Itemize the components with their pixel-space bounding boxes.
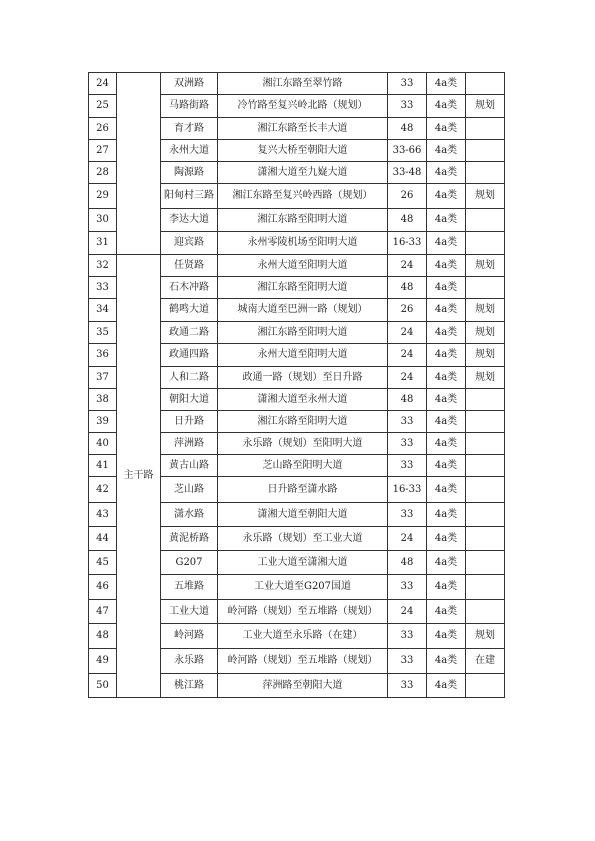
cell-width: 33 bbox=[388, 411, 427, 433]
cell-type: 4a类 bbox=[427, 455, 466, 477]
cell-note: 规划 bbox=[466, 344, 505, 367]
cell-range: 湘江东路至阳明大道 bbox=[218, 209, 388, 232]
cell-note bbox=[466, 73, 505, 95]
cell-note: 规划 bbox=[466, 299, 505, 322]
cell-name: 永乐路 bbox=[161, 649, 218, 674]
cell-type: 4a类 bbox=[427, 322, 466, 344]
cell-type: 4a类 bbox=[427, 411, 466, 433]
cell-name: 李达大道 bbox=[161, 209, 218, 232]
cell-width: 48 bbox=[388, 551, 427, 575]
cell-range: 潇湘大道至朝阳大道 bbox=[218, 503, 388, 527]
cell-width: 24 bbox=[388, 255, 427, 277]
cell-name: 萍洲路 bbox=[161, 433, 218, 455]
cell-type: 4a类 bbox=[427, 477, 466, 503]
cell-no: 31 bbox=[89, 232, 117, 255]
cell-type: 4a类 bbox=[427, 600, 466, 624]
cell-range: 城南大道至巴洲一路（规划） bbox=[218, 299, 388, 322]
cell-no: 50 bbox=[89, 674, 117, 698]
cell-name: 黄古山路 bbox=[161, 455, 218, 477]
cell-note bbox=[466, 575, 505, 600]
cell-width: 33 bbox=[388, 575, 427, 600]
cell-type: 4a类 bbox=[427, 389, 466, 411]
cell-range: 萍洲路至朝阳大道 bbox=[218, 674, 388, 698]
cell-range: 永乐路（规划）至阳明大道 bbox=[218, 433, 388, 455]
cell-width: 24 bbox=[388, 367, 427, 389]
cell-type: 4a类 bbox=[427, 551, 466, 575]
cell-note bbox=[466, 503, 505, 527]
cell-type: 4a类 bbox=[427, 299, 466, 322]
cell-name: 石木冲路 bbox=[161, 277, 218, 299]
cell-type: 4a类 bbox=[427, 367, 466, 389]
cell-width: 33 bbox=[388, 674, 427, 698]
cell-range: 湘江东路至复兴岭西路（规划） bbox=[218, 184, 388, 209]
cell-range: 工业大道至永乐路（在建） bbox=[218, 624, 388, 649]
cell-note bbox=[466, 527, 505, 551]
cell-name: 岭河路 bbox=[161, 624, 218, 649]
cell-no: 42 bbox=[89, 477, 117, 503]
cell-width: 48 bbox=[388, 277, 427, 299]
cell-no: 26 bbox=[89, 118, 117, 140]
cell-note bbox=[466, 455, 505, 477]
cell-note bbox=[466, 232, 505, 255]
cell-no: 47 bbox=[89, 600, 117, 624]
cell-no: 45 bbox=[89, 551, 117, 575]
cell-note bbox=[466, 277, 505, 299]
cell-width: 24 bbox=[388, 600, 427, 624]
cell-range: 永州大道至阳明大道 bbox=[218, 255, 388, 277]
cell-type: 4a类 bbox=[427, 140, 466, 162]
cell-name: 双洲路 bbox=[161, 73, 218, 95]
cell-type: 4a类 bbox=[427, 503, 466, 527]
cell-name: G207 bbox=[161, 551, 218, 575]
cell-range: 潇湘大道至九嶷大道 bbox=[218, 162, 388, 184]
cell-no: 39 bbox=[89, 411, 117, 433]
cell-width: 33-66 bbox=[388, 140, 427, 162]
cell-no: 37 bbox=[89, 367, 117, 389]
cell-note: 规划 bbox=[466, 367, 505, 389]
road-table bbox=[88, 72, 505, 698]
cell-range: 工业大道至潇湘大道 bbox=[218, 551, 388, 575]
table-row bbox=[89, 73, 505, 95]
cell-note bbox=[466, 162, 505, 184]
cell-type: 4a类 bbox=[427, 277, 466, 299]
cell-type: 4a类 bbox=[427, 433, 466, 455]
cell-range: 日升路至潇水路 bbox=[218, 477, 388, 503]
cell-width: 24 bbox=[388, 322, 427, 344]
cell-name: 五堆路 bbox=[161, 575, 218, 600]
cell-name: 桃江路 bbox=[161, 674, 218, 698]
cell-width: 26 bbox=[388, 184, 427, 209]
cell-name: 鹤鸣大道 bbox=[161, 299, 218, 322]
cell-range: 湘江东路至阳明大道 bbox=[218, 322, 388, 344]
cell-width: 33 bbox=[388, 73, 427, 95]
cell-note: 规划 bbox=[466, 184, 505, 209]
cell-name: 政通二路 bbox=[161, 322, 218, 344]
cell-range: 岭河路（规划）至五堆路（规划） bbox=[218, 649, 388, 674]
cell-range: 复兴大桥至朝阳大道 bbox=[218, 140, 388, 162]
cell-name: 朝阳大道 bbox=[161, 389, 218, 411]
cell-no: 46 bbox=[89, 575, 117, 600]
group-cell bbox=[117, 73, 161, 255]
cell-no: 28 bbox=[89, 162, 117, 184]
cell-range: 工业大道至G207国道 bbox=[218, 575, 388, 600]
cell-width: 33 bbox=[388, 433, 427, 455]
cell-name: 任贤路 bbox=[161, 255, 218, 277]
cell-note: 规划 bbox=[466, 624, 505, 649]
cell-width: 26 bbox=[388, 299, 427, 322]
cell-name: 芝山路 bbox=[161, 477, 218, 503]
group-cell-trunk-road: 主干路 bbox=[117, 255, 161, 698]
cell-note: 规划 bbox=[466, 322, 505, 344]
cell-type: 4a类 bbox=[427, 344, 466, 367]
cell-no: 32 bbox=[89, 255, 117, 277]
cell-note bbox=[466, 118, 505, 140]
cell-no: 48 bbox=[89, 624, 117, 649]
cell-type: 4a类 bbox=[427, 624, 466, 649]
cell-name: 黄泥桥路 bbox=[161, 527, 218, 551]
cell-width: 48 bbox=[388, 118, 427, 140]
cell-width: 48 bbox=[388, 209, 427, 232]
cell-type: 4a类 bbox=[427, 73, 466, 95]
cell-range: 湘江东路至阳明大道 bbox=[218, 411, 388, 433]
cell-no: 34 bbox=[89, 299, 117, 322]
cell-no: 24 bbox=[89, 73, 117, 95]
cell-type: 4a类 bbox=[427, 527, 466, 551]
cell-no: 25 bbox=[89, 95, 117, 118]
cell-range: 永州零陵机场至阳明大道 bbox=[218, 232, 388, 255]
cell-no: 49 bbox=[89, 649, 117, 674]
cell-name: 人和二路 bbox=[161, 367, 218, 389]
cell-type: 4a类 bbox=[427, 184, 466, 209]
cell-no: 41 bbox=[89, 455, 117, 477]
cell-width: 16-33 bbox=[388, 232, 427, 255]
cell-range: 湘江东路至长丰大道 bbox=[218, 118, 388, 140]
cell-no: 38 bbox=[89, 389, 117, 411]
cell-width: 24 bbox=[388, 527, 427, 551]
cell-no: 40 bbox=[89, 433, 117, 455]
cell-range: 冷竹路至复兴岭北路（规划） bbox=[218, 95, 388, 118]
cell-width: 16-33 bbox=[388, 477, 427, 503]
cell-name: 育才路 bbox=[161, 118, 218, 140]
cell-note bbox=[466, 209, 505, 232]
cell-note: 在建 bbox=[466, 649, 505, 674]
cell-width: 33 bbox=[388, 503, 427, 527]
cell-width: 33 bbox=[388, 649, 427, 674]
cell-type: 4a类 bbox=[427, 162, 466, 184]
cell-note: 规划 bbox=[466, 255, 505, 277]
cell-note bbox=[466, 477, 505, 503]
cell-note bbox=[466, 140, 505, 162]
cell-note bbox=[466, 600, 505, 624]
cell-range: 永乐路（规划）至工业大道 bbox=[218, 527, 388, 551]
cell-range: 芝山路至阳明大道 bbox=[218, 455, 388, 477]
road-table-body bbox=[89, 73, 505, 698]
cell-no: 35 bbox=[89, 322, 117, 344]
cell-type: 4a类 bbox=[427, 95, 466, 118]
cell-name: 马路街路 bbox=[161, 95, 218, 118]
cell-range: 岭河路（规划）至五堆路（规划） bbox=[218, 600, 388, 624]
cell-range: 潇湘大道至永州大道 bbox=[218, 389, 388, 411]
cell-name: 潇水路 bbox=[161, 503, 218, 527]
cell-name: 陶源路 bbox=[161, 162, 218, 184]
cell-width: 24 bbox=[388, 344, 427, 367]
cell-note bbox=[466, 411, 505, 433]
cell-note: 规划 bbox=[466, 95, 505, 118]
cell-name: 迎宾路 bbox=[161, 232, 218, 255]
cell-range: 政通一路（规划）至日升路 bbox=[218, 367, 388, 389]
cell-no: 43 bbox=[89, 503, 117, 527]
cell-type: 4a类 bbox=[427, 209, 466, 232]
cell-type: 4a类 bbox=[427, 674, 466, 698]
cell-type: 4a类 bbox=[427, 575, 466, 600]
table-row bbox=[89, 255, 505, 277]
cell-note bbox=[466, 551, 505, 575]
cell-width: 33 bbox=[388, 95, 427, 118]
cell-no: 27 bbox=[89, 140, 117, 162]
cell-no: 44 bbox=[89, 527, 117, 551]
cell-note bbox=[466, 389, 505, 411]
cell-name: 日升路 bbox=[161, 411, 218, 433]
cell-name: 政通四路 bbox=[161, 344, 218, 367]
cell-width: 33 bbox=[388, 455, 427, 477]
cell-type: 4a类 bbox=[427, 255, 466, 277]
cell-type: 4a类 bbox=[427, 649, 466, 674]
cell-name: 工业大道 bbox=[161, 600, 218, 624]
cell-range: 永州大道至阳明大道 bbox=[218, 344, 388, 367]
cell-name: 永州大道 bbox=[161, 140, 218, 162]
cell-name: 阳甸村三路 bbox=[161, 184, 218, 209]
cell-no: 30 bbox=[89, 209, 117, 232]
cell-width: 33-48 bbox=[388, 162, 427, 184]
cell-no: 33 bbox=[89, 277, 117, 299]
cell-note bbox=[466, 433, 505, 455]
cell-no: 29 bbox=[89, 184, 117, 209]
cell-range: 湘江东路至阳明大道 bbox=[218, 277, 388, 299]
cell-range: 湘江东路至翠竹路 bbox=[218, 73, 388, 95]
cell-type: 4a类 bbox=[427, 232, 466, 255]
cell-note bbox=[466, 674, 505, 698]
cell-width: 48 bbox=[388, 389, 427, 411]
cell-no: 36 bbox=[89, 344, 117, 367]
cell-type: 4a类 bbox=[427, 118, 466, 140]
cell-width: 33 bbox=[388, 624, 427, 649]
